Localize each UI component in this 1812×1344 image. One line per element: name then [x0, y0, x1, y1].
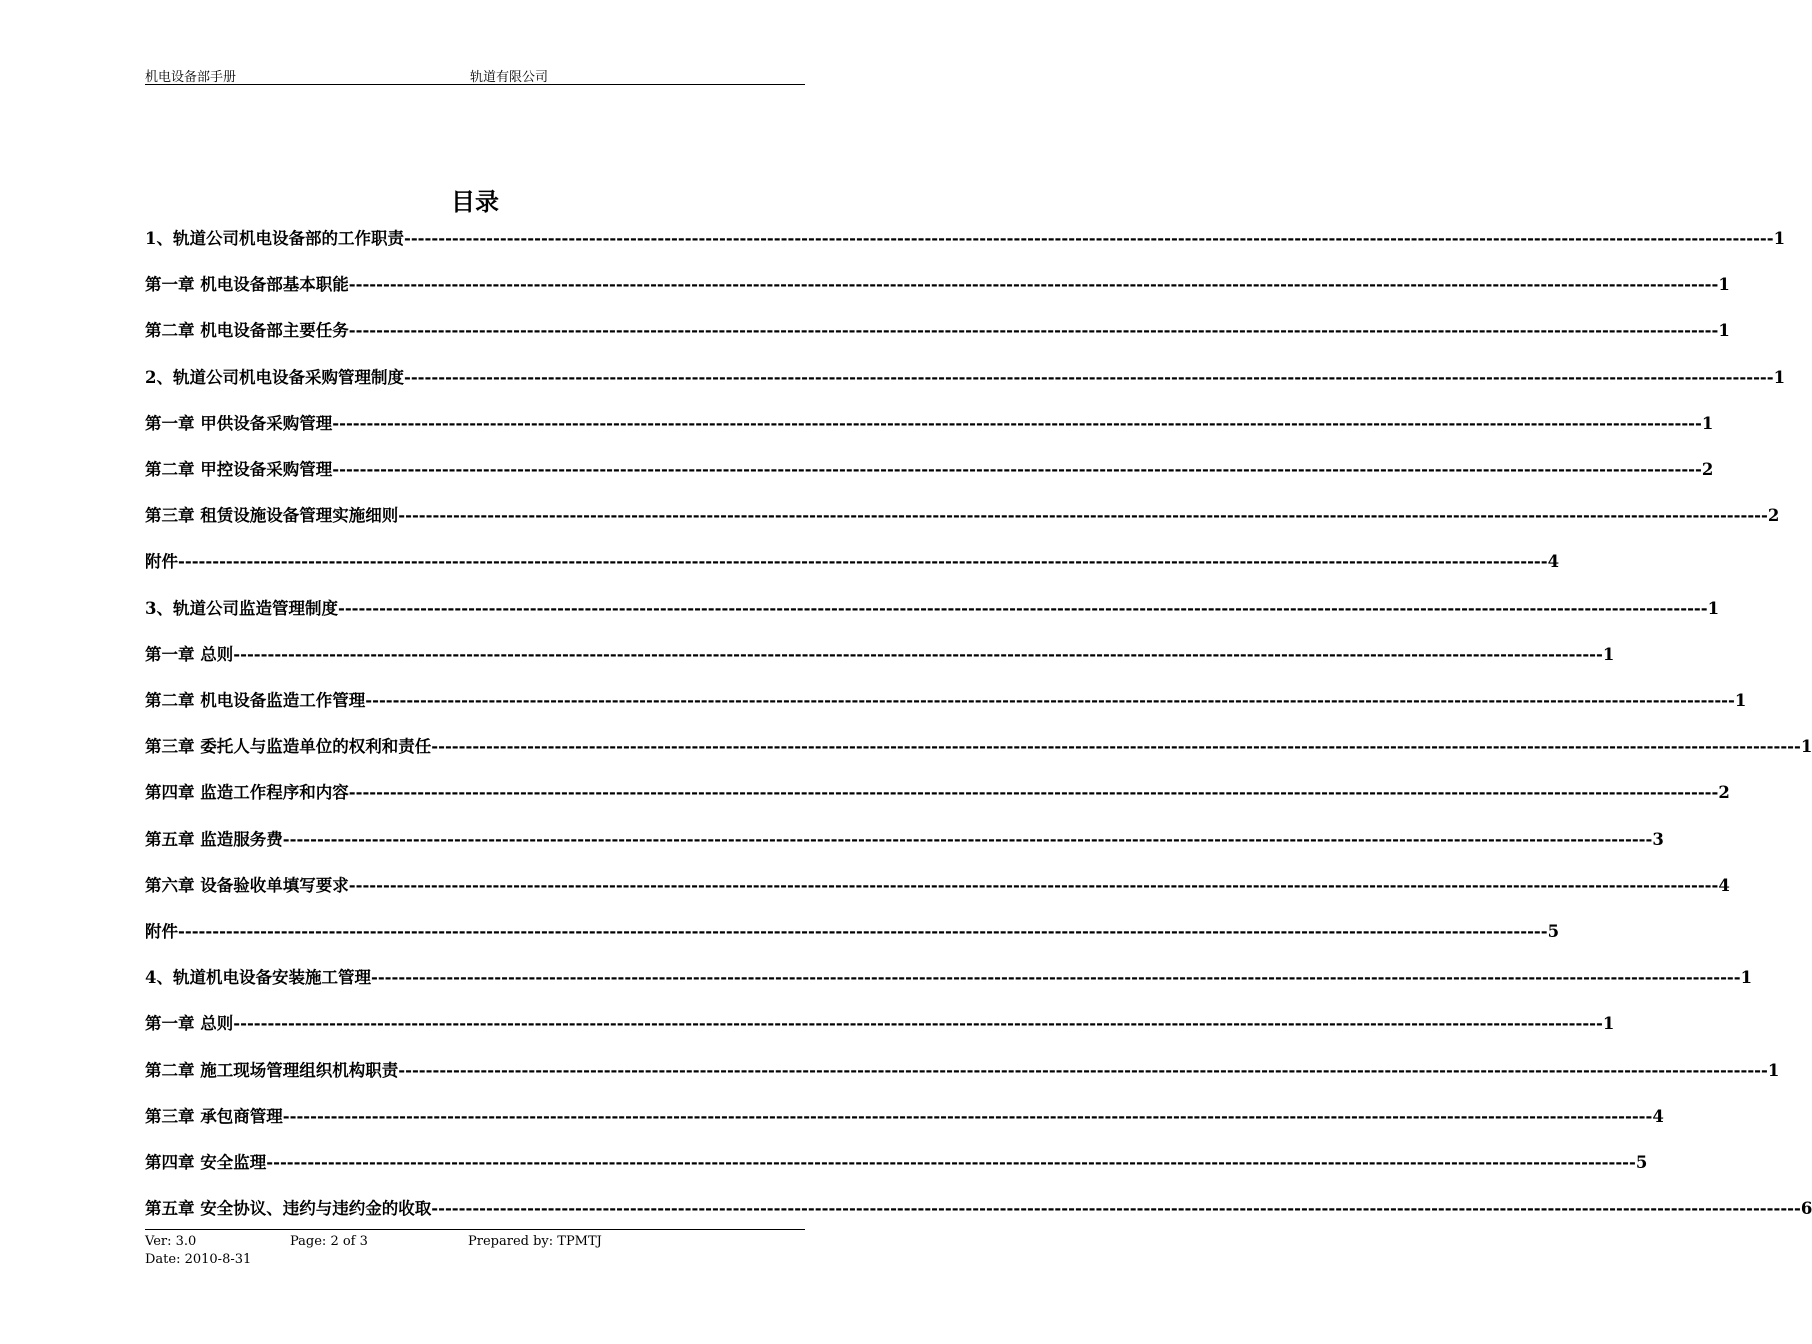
toc-entry[interactable]: [145, 733, 1812, 757]
page-footer: [145, 1229, 805, 1270]
toc-entry-page: 1: [1773, 367, 1786, 387]
toc-entry-page: 1: [1718, 321, 1730, 341]
toc-entry[interactable]: [145, 410, 1714, 434]
toc-entry[interactable]: [145, 641, 1615, 665]
toc-entry[interactable]: [145, 1149, 1648, 1173]
toc-entry-text: 附件: [145, 552, 178, 572]
toc-entry[interactable]: [145, 918, 1560, 942]
footer-date: Date: 2010-8-31: [145, 1252, 252, 1267]
toc-entry[interactable]: [145, 595, 1720, 619]
toc-entry-text: 第三章 承包商管理: [145, 1106, 283, 1126]
toc-leader-dashes: --------------------------------------------------------------------------------------------------------------------------------------------------------------------------------------------------------: [282, 829, 1653, 849]
toc-entry-text: 第二章 机电设备监造工作管理: [145, 691, 366, 710]
toc-entry-page: 1: [1734, 691, 1747, 710]
toc-leader-dashes: --------------------------------------------------------------------------------------------------------------------------------------------------------------------------------------------------------: [398, 1060, 1768, 1080]
toc-entry-text: 第三章 租赁设施设备管理实施细则: [145, 506, 399, 526]
toc-entry-page: 1: [1767, 1060, 1780, 1080]
toc-leader-dashes: --------------------------------------------------------------------------------------------------------------------------------------------------------------------------------------------------------: [233, 644, 1603, 664]
toc-entry-text: 第二章 机电设备部主要任务: [145, 321, 349, 341]
toc-entry-text: 第六章 设备验收单填写要求: [145, 875, 349, 895]
toc-entry-text: 4、轨道机电设备安装施工管理: [145, 968, 371, 988]
toc-entry-text: 附件: [145, 922, 178, 941]
toc-leader-dashes: --------------------------------------------------------------------------------------------------------------------------------------------------------------------------------------------------------: [431, 737, 1801, 757]
toc-entry[interactable]: [145, 964, 1753, 988]
toc-entry-text: 第五章 监造服务费: [145, 829, 283, 849]
toc-entry-page: 6: [1800, 1199, 1812, 1219]
toc-entry-page: 5: [1547, 922, 1560, 941]
footer-page-number: Page: 2 of 3: [290, 1234, 368, 1249]
toc-entry-page: 1: [1800, 737, 1812, 757]
toc-entry[interactable]: [145, 687, 1747, 711]
header-manual-title: 机电设备部手册: [145, 70, 237, 85]
toc-title: 目录: [451, 187, 499, 216]
toc-entry[interactable]: [145, 502, 1780, 526]
toc-leader-dashes: --------------------------------------------------------------------------------------------------------------------------------------------------------------------------------------------------------: [178, 552, 1548, 572]
toc-entry-text: 第三章 委托人与监造单位的权利和责任: [145, 737, 432, 757]
toc-leader-dashes: --------------------------------------------------------------------------------------------------------------------------------------------------------------------------------------------------------: [348, 875, 1719, 895]
toc-entry[interactable]: [145, 1010, 1615, 1034]
toc-leader-dashes: --------------------------------------------------------------------------------------------------------------------------------------------------------------------------------------------------------: [332, 413, 1702, 433]
toc-entry[interactable]: [145, 271, 1730, 295]
toc-entry-text: 第四章 安全监理: [145, 1153, 267, 1172]
toc-entry-page: 5: [1635, 1153, 1648, 1172]
toc-entry[interactable]: [145, 456, 1714, 480]
toc-leader-dashes: --------------------------------------------------------------------------------------------------------------------------------------------------------------------------------------------------------: [348, 783, 1719, 803]
toc-leader-dashes: --------------------------------------------------------------------------------------------------------------------------------------------------------------------------------------------------------: [403, 367, 1774, 387]
toc-entry-page: 1: [1718, 275, 1730, 295]
toc-entry-page: 2: [1767, 506, 1780, 526]
toc-entry[interactable]: [145, 779, 1730, 803]
toc-entry-text: 第一章 总则: [145, 644, 234, 664]
toc-leader-dashes: --------------------------------------------------------------------------------------------------------------------------------------------------------------------------------------------------------: [266, 1153, 1636, 1172]
toc-entry-page: 4: [1652, 1106, 1664, 1126]
toc-entry[interactable]: [145, 548, 1560, 572]
toc-entry-text: 第一章 机电设备部基本职能: [145, 275, 349, 295]
toc-entry-text: 2、轨道公司机电设备采购管理制度: [145, 367, 404, 387]
toc-entry-page: 1: [1602, 644, 1615, 664]
toc-entry-text: 1、轨道公司机电设备部的工作职责: [145, 229, 404, 248]
toc-entry-page: 3: [1652, 829, 1664, 849]
toc-leader-dashes: --------------------------------------------------------------------------------------------------------------------------------------------------------------------------------------------------------: [431, 1199, 1801, 1219]
toc-entry[interactable]: [145, 317, 1730, 341]
toc-entry[interactable]: [145, 872, 1730, 896]
toc-entry-page: 2: [1701, 460, 1714, 479]
toc-leader-dashes: --------------------------------------------------------------------------------------------------------------------------------------------------------------------------------------------------------: [178, 922, 1548, 941]
toc-leader-dashes: --------------------------------------------------------------------------------------------------------------------------------------------------------------------------------------------------------: [365, 691, 1735, 710]
toc-leader-dashes: --------------------------------------------------------------------------------------------------------------------------------------------------------------------------------------------------------: [403, 229, 1774, 248]
toc-leader-dashes: --------------------------------------------------------------------------------------------------------------------------------------------------------------------------------------------------------: [370, 968, 1741, 988]
toc-entry[interactable]: [145, 1103, 1664, 1127]
toc-leader-dashes: --------------------------------------------------------------------------------------------------------------------------------------------------------------------------------------------------------: [332, 460, 1702, 479]
toc-entry-text: 第四章 监造工作程序和内容: [145, 783, 349, 803]
toc-entry[interactable]: [145, 1195, 1812, 1219]
footer-version: Ver: 3.0: [145, 1234, 197, 1249]
toc-entry-page: 1: [1707, 598, 1720, 618]
page-header: [145, 66, 805, 85]
toc-entry-text: 第一章 总则: [145, 1014, 234, 1034]
toc-leader-dashes: --------------------------------------------------------------------------------------------------------------------------------------------------------------------------------------------------------: [337, 598, 1708, 618]
footer-prepared-by: Prepared by: TPMTJ: [468, 1234, 602, 1249]
toc-entry-page: 1: [1701, 413, 1714, 433]
toc-entry[interactable]: [145, 364, 1786, 388]
toc-entry-page: 4: [1547, 552, 1560, 572]
toc-entry-page: 1: [1602, 1014, 1615, 1034]
toc-entry[interactable]: [145, 1057, 1780, 1081]
toc-leader-dashes: --------------------------------------------------------------------------------------------------------------------------------------------------------------------------------------------------------: [348, 321, 1719, 341]
toc-leader-dashes: --------------------------------------------------------------------------------------------------------------------------------------------------------------------------------------------------------: [398, 506, 1768, 526]
toc-entry-text: 第五章 安全协议、违约与违约金的收取: [145, 1199, 432, 1219]
toc-entry-page: 1: [1740, 968, 1753, 988]
toc-entry-text: 3、轨道公司监造管理制度: [145, 598, 338, 618]
toc-entry[interactable]: [145, 826, 1664, 850]
header-company-name: 轨道有限公司: [470, 70, 549, 85]
toc-entry-page: 4: [1718, 875, 1730, 895]
toc-entry-page: 1: [1773, 229, 1786, 248]
toc-entry-page: 2: [1718, 783, 1730, 803]
toc-entry-text: 第一章 甲供设备采购管理: [145, 413, 333, 433]
toc-leader-dashes: --------------------------------------------------------------------------------------------------------------------------------------------------------------------------------------------------------: [348, 275, 1719, 295]
toc-leader-dashes: --------------------------------------------------------------------------------------------------------------------------------------------------------------------------------------------------------: [233, 1014, 1603, 1034]
toc-entry[interactable]: [145, 225, 1786, 249]
toc-leader-dashes: --------------------------------------------------------------------------------------------------------------------------------------------------------------------------------------------------------: [282, 1106, 1653, 1126]
toc-entry-text: 第二章 甲控设备采购管理: [145, 460, 333, 479]
toc-entry-text: 第二章 施工现场管理组织机构职责: [145, 1060, 399, 1080]
